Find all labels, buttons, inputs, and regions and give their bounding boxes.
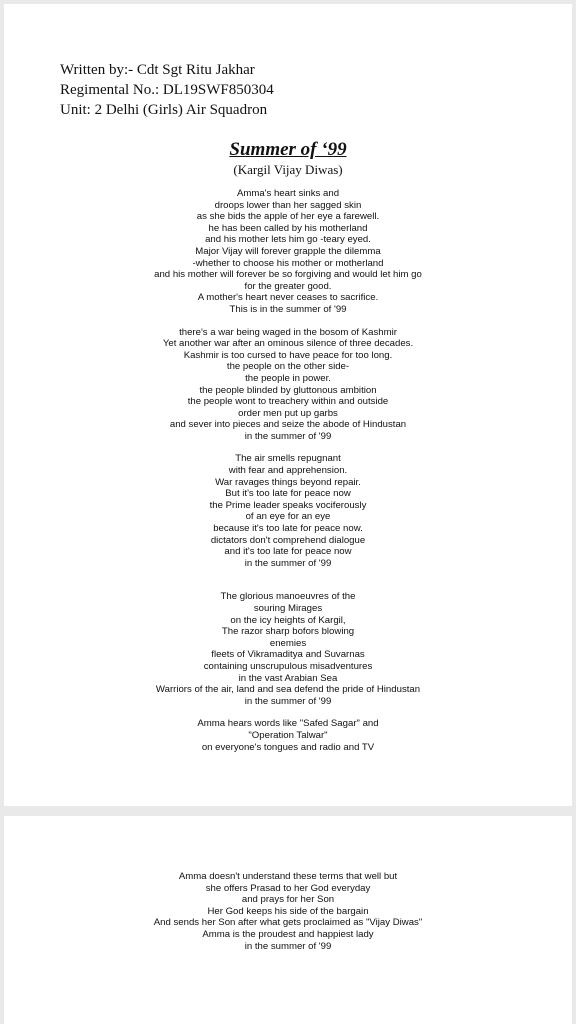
stanza — [4, 871, 572, 952]
unit-line: Unit: 2 Delhi (Girls) Air Squadron — [60, 102, 268, 118]
poem-line: with fear and apprehension. — [228, 465, 348, 477]
poem-title-block — [4, 138, 572, 178]
poem-line: -whether to choose his mother or motherland — [192, 257, 384, 269]
stanza — [4, 591, 572, 707]
author-line: Written by:- Cdt Sgt Ritu Jakhar — [60, 62, 255, 78]
poem-line: on everyone's tongues and radio and TV — [201, 741, 375, 753]
poem-line: and sever into pieces and seize the abode of Hindustan — [169, 419, 407, 431]
poem-line: droops lower than her sagged skin — [214, 199, 362, 211]
poem-line: in the summer of '99 — [244, 430, 332, 442]
poem-line: Amma doesn't understand these terms that well but — [178, 871, 398, 882]
poem-line: Amma is the proudest and happiest lady — [202, 928, 374, 940]
poem-line: in the summer of '99 — [244, 557, 332, 569]
poem-line: the people blinded by gluttonous ambition — [199, 384, 377, 396]
poem-line: she offers Prasad to her God everyday — [205, 882, 371, 894]
poem-line: But it's too late for peace now — [225, 488, 351, 500]
stanza — [4, 718, 572, 753]
poem-line: as she bids the apple of her eye a farewell. — [196, 211, 380, 223]
stanza — [4, 327, 572, 443]
poem-line: "Operation Talwar" — [248, 729, 328, 741]
poem-line: dictators don't comprehend dialogue — [210, 534, 366, 546]
poem-line: the people on the other side- — [226, 361, 350, 373]
author-details — [60, 60, 274, 120]
poem-line: the people in power. — [245, 372, 331, 384]
poem-line: Warriors of the air, land and sea defend the pride of Hindustan — [155, 684, 421, 696]
poem-line: The air smells repugnant — [235, 453, 341, 465]
poem-line: in the summer of '99 — [244, 940, 332, 952]
poem-line: order men put up garbs — [238, 407, 338, 419]
poem-line: and prays for her Son — [241, 894, 335, 906]
poem-line: Amma hears words like "Safed Sagar" and — [197, 718, 379, 730]
poem-line: fleets of Vikramaditya and Suvarnas — [211, 649, 365, 661]
poem-line: because it's too late for peace now. — [213, 523, 363, 535]
poem-line: A mother's heart never ceases to sacrifice. — [197, 292, 379, 304]
poem-line: for the greater good. — [244, 280, 332, 292]
poem-line: on the icy heights of Kargil, — [230, 614, 346, 626]
poem-line: in the vast Arabian Sea — [238, 672, 338, 684]
document-page-2 — [4, 816, 572, 1024]
poem-body-page-1 — [4, 188, 572, 753]
poem-line: And sends her Son after what gets proclaimed as "Vijay Diwas" — [153, 917, 423, 929]
poem-line: The razor sharp bofors blowing — [221, 626, 355, 638]
poem-line: and his mother lets him go -teary eyed. — [205, 234, 371, 246]
poem-line: Yet another war after an ominous silence of three decades. — [162, 338, 414, 350]
regimental-number-line: Regimental No.: DL19SWF850304 — [60, 82, 274, 98]
poem-line: War ravages things beyond repair. — [215, 476, 361, 488]
poem-line: he has been called by his motherland — [208, 222, 368, 234]
stanza — [4, 188, 572, 316]
poem-line: This is in the summer of '99 — [229, 303, 347, 315]
poem-line: in the summer of '99 — [244, 695, 332, 707]
poem-line: souring Mirages — [253, 603, 323, 614]
poem-line: and it's too late for peace now — [224, 546, 352, 558]
poem-body-page-2 — [4, 871, 572, 952]
poem-line: the Prime leader speaks vociferously — [209, 499, 367, 511]
poem-line: enemies — [269, 637, 307, 649]
document-page-1 — [4, 4, 572, 806]
poem-line: Kashmir is too cursed to have peace for too long. — [183, 349, 393, 361]
poem-line: Amma's heart sinks and — [236, 188, 340, 199]
poem-line: containing unscrupulous misadventures — [203, 660, 373, 672]
poem-subtitle: (Kargil Vijay Diwas) — [233, 162, 343, 177]
poem-line: the people wont to treachery within and outside — [187, 396, 389, 408]
poem-line: The glorious manoeuvres of the — [220, 591, 356, 603]
poem-line: and his mother will forever be so forgiving and would let him go — [154, 269, 422, 281]
poem-line: Her God keeps his side of the bargain — [207, 905, 369, 917]
poem-line: there's a war being waged in the bosom of Kashmir — [179, 326, 397, 338]
poem-line: of an eye for an eye — [245, 511, 331, 523]
stanza — [4, 453, 572, 569]
poem-line: Major Vijay will forever grapple the dilemma — [195, 245, 381, 257]
poem-title: Summer of ‘99 — [229, 139, 347, 160]
